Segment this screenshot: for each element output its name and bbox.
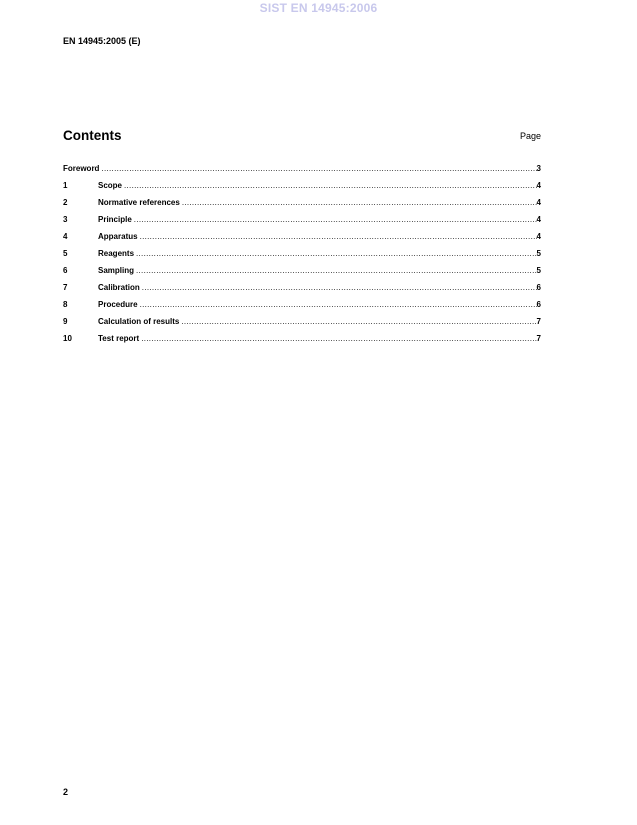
toc-entry-page: 3 [536, 164, 541, 173]
toc-entry-page: 5 [536, 249, 541, 258]
toc-entry-sampling[interactable] [63, 266, 541, 283]
toc-entry-normative-references[interactable] [63, 198, 541, 215]
toc-entry-principle[interactable] [63, 215, 541, 232]
page-number: 2 [63, 787, 69, 797]
dot-leader [101, 164, 536, 173]
dot-leader [181, 317, 536, 326]
dot-leader [140, 232, 537, 241]
dot-leader [134, 215, 537, 224]
dot-leader [182, 198, 537, 207]
toc-entry-page: 6 [536, 300, 541, 309]
toc-entry-page: 5 [536, 266, 541, 275]
toc-entry-page: 7 [536, 317, 541, 326]
toc-entry-title: Procedure [98, 300, 138, 309]
toc-entry-number: 8 [63, 300, 68, 309]
contents-heading: Contents [63, 128, 122, 143]
toc-entry-page: 4 [536, 215, 541, 224]
toc-entry-title: Test report [98, 334, 140, 343]
dot-leader [136, 266, 537, 275]
toc-entry-number: 4 [63, 232, 68, 241]
watermark: SIST EN 14945:2006 [259, 1, 378, 15]
toc-entry-page: 6 [536, 283, 541, 292]
toc-entry-page: 4 [536, 232, 541, 241]
toc-entry-calculation-of-results[interactable] [63, 317, 541, 334]
toc-entry-number: 6 [63, 266, 68, 275]
toc-entry-page: 4 [536, 198, 541, 207]
toc-entry-procedure[interactable] [63, 300, 541, 317]
toc-entry-number: 3 [63, 215, 68, 224]
dot-leader [124, 181, 537, 190]
dot-leader [136, 249, 537, 258]
toc-entry-calibration[interactable] [63, 283, 541, 300]
toc-entry-test-report[interactable] [63, 334, 541, 351]
toc-entry-title: Principle [98, 215, 132, 224]
toc-entry-page: 7 [536, 334, 541, 343]
toc-entry-number: 2 [63, 198, 68, 207]
toc-entry-title: Foreword [63, 164, 100, 173]
toc-entry-title: Apparatus [98, 232, 138, 241]
toc-entry-page: 4 [536, 181, 541, 190]
dot-leader [141, 334, 536, 343]
table-of-contents [63, 164, 541, 351]
toc-entry-title: Calibration [98, 283, 140, 292]
toc-entry-number: 9 [63, 317, 68, 326]
toc-entry-title: Scope [98, 181, 123, 190]
toc-entry-scope[interactable] [63, 181, 541, 198]
toc-entry-reagents[interactable] [63, 249, 541, 266]
dot-leader [140, 300, 537, 309]
toc-entry-number: 5 [63, 249, 68, 258]
toc-entry-number: 1 [63, 181, 68, 190]
page-column-label: Page [519, 131, 541, 141]
dot-leader [142, 283, 537, 292]
toc-entry-title: Sampling [98, 266, 135, 275]
toc-entry-title: Calculation of results [98, 317, 180, 326]
toc-entry-title: Reagents [98, 249, 135, 258]
toc-entry-number: 7 [63, 283, 68, 292]
toc-entry-number: 10 [63, 334, 72, 343]
toc-entry-apparatus[interactable] [63, 232, 541, 249]
toc-entry-title: Normative references [98, 198, 180, 207]
document-id-header: EN 14945:2005 (E) [63, 36, 141, 46]
toc-entry-foreword[interactable] [63, 164, 541, 181]
